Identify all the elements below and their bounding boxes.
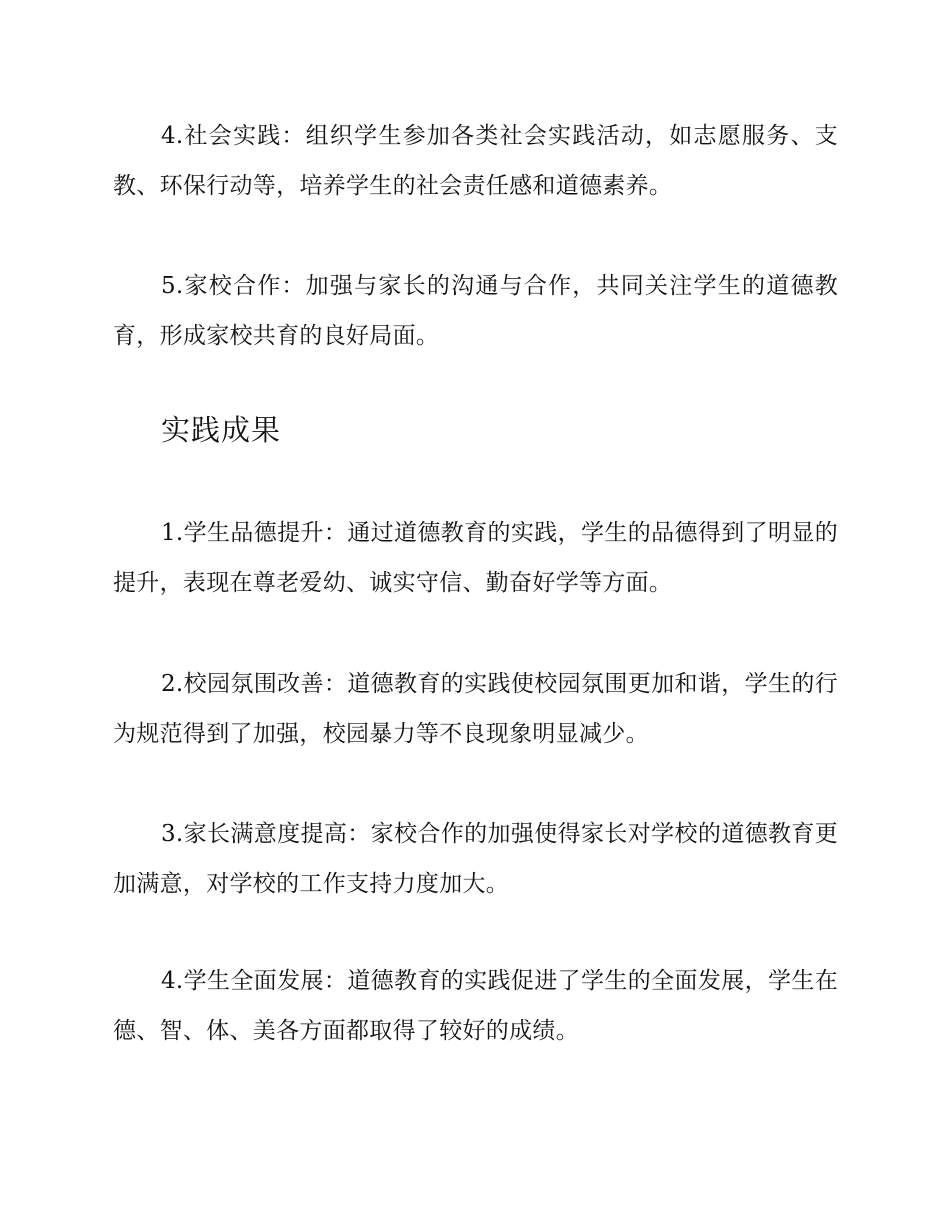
paragraph-all-round-development: 4.学生全面发展：道德教育的实践促进了学生的全面发展，学生在德、智、体、美各方面都取得了较好的成绩。 bbox=[113, 968, 838, 1044]
paragraph-student-character: 1.学生品德提升：通过道德教育的实践，学生的品德得到了明显的提升，表现在尊老爱幼、诚实守信、勤奋好学等方面。 bbox=[113, 520, 838, 596]
section-heading: 实践成果 bbox=[161, 413, 282, 447]
paragraph-campus-atmosphere: 2.校园氛围改善：道德教育的实践使校园氛围更加和谐，学生的行为规范得到了加强，校园暴力等不良现象明显减少。 bbox=[113, 671, 838, 747]
paragraph-parent-satisfaction: 3.家长满意度提高：家校合作的加强使得家长对学校的道德教育更加满意，对学校的工作支持力度加大。 bbox=[113, 821, 838, 897]
paragraph-home-school-cooperation: 5.家校合作：加强与家长的沟通与合作，共同关注学生的道德教育，形成家校共育的良好局面。 bbox=[113, 273, 838, 349]
paragraph-social-practice: 4.社会实践：组织学生参加各类社会实践活动，如志愿服务、支教、环保行动等，培养学生的社会责任感和道德素养。 bbox=[113, 123, 838, 199]
